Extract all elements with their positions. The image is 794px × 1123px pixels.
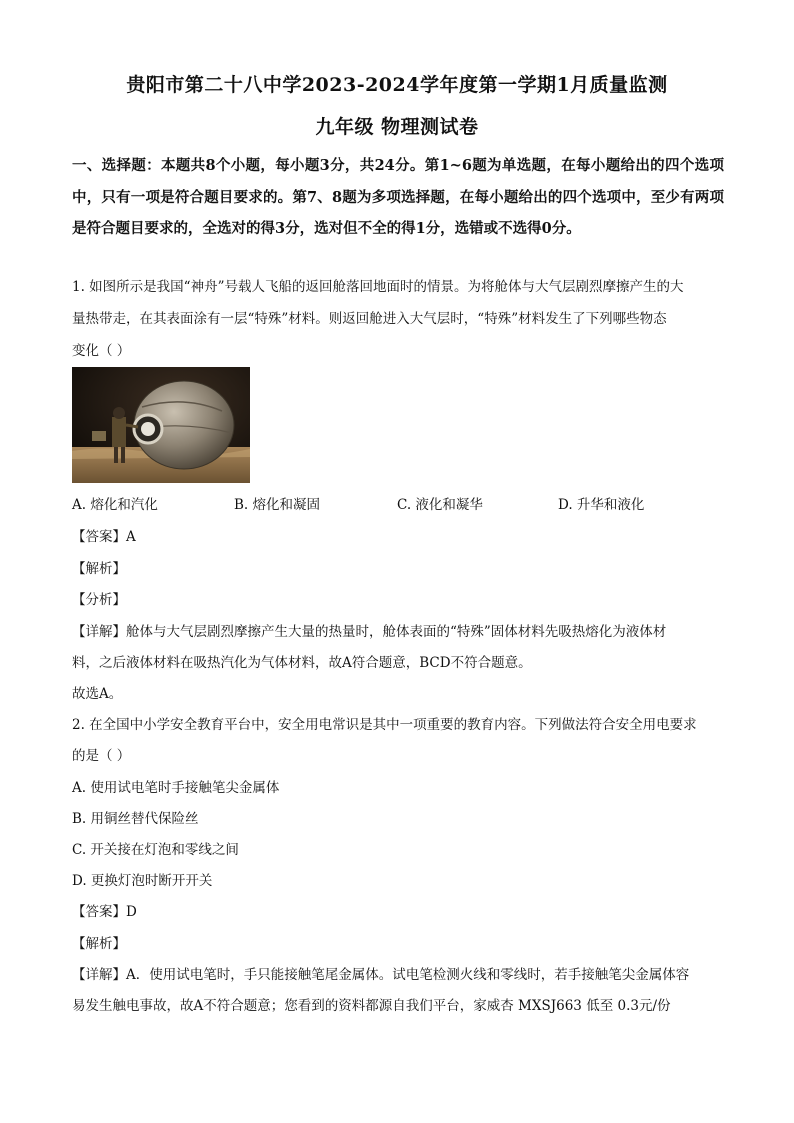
q1-fenxi-label: 【分析】 [72,592,126,608]
q2-option-a[interactable]: A. 使用试电笔时手接触笔尖金属体 [72,780,280,796]
exam-subtitle: 九年级 物理测试卷 [315,116,479,138]
q2-option-d[interactable]: D. 更换灯泡时断开开关 [72,873,213,889]
q1-option-b[interactable]: B. 熔化和凝固 [234,497,321,513]
capsule-photo [72,367,250,483]
q2-detail-line-2: 易发生触电事故，故A不符合题意；您看到的资料都源自我们平台，家威杏 MXSJ663 低至 0.3元/份 [72,998,671,1014]
q1-option-a[interactable]: A. 熔化和汽化 [72,497,158,513]
q1-detail-line-1: 【详解】舱体与大气层剧烈摩擦产生大量的热量时，舱体表面的“特殊”固体材料先吸热熔化为液体材 [72,624,667,640]
exam-title: 贵阳市第二十八中学2023-2024学年度第一学期1月质量监测 [126,74,668,96]
section-instructions: 一、选择题：本题共8个小题，每小题3分，共24分。第1~6题为单选题，在每小题给出的四个选项中，只有一项是符合题目要求的。第7、8题为多项选择题，在每小题给出的四个选项中，至少有两项是符合题目要求的，全选对的得3分，选对但不全的得1分，选错或不选得0分。 [72,157,724,237]
q1-answer: 【答案】A [72,529,136,545]
q2-detail-line-1: 【详解】A．使用试电笔时，手只能接触笔尾金属体。试电笔检测火线和零线时，若手接触笔尖金属体容 [72,967,690,983]
q2-option-b[interactable]: B. 用铜丝替代保险丝 [72,811,199,827]
q2-stem-line-2: 的是（ ） [72,748,131,764]
q2-option-c[interactable]: C. 开关接在灯泡和零线之间 [72,842,239,858]
q2-answer: 【答案】D [72,904,137,920]
q1-stem-line-2: 量热带走，在其表面涂有一层“特殊”材料。则返回舱进入大气层时，“特殊”材料发生了下列哪些物态 [72,311,667,327]
q1-stem-line-1: 1. 如图所示是我国“神舟”号载人飞船的返回舱落回地面时的情景。为将舱体与大气层剧烈摩擦产生的大 [72,279,684,295]
q1-detail-line-2: 料，之后液体材料在吸热汽化为气体材料，故A符合题意，BCD不符合题意。 [72,655,532,671]
q2-stem-line-1: 2. 在全国中小学安全教育平台中，安全用电常识是其中一项重要的教育内容。下列做法符合安全用电要求 [72,717,697,733]
q1-conclusion: 故选A。 [72,686,123,702]
q2-analysis-label: 【解析】 [72,936,126,952]
q1-stem-line-3: 变化（ ） [72,343,131,359]
capsule-illustration [72,367,250,483]
q1-option-c[interactable]: C. 液化和凝华 [397,497,483,513]
q1-analysis-label: 【解析】 [72,561,126,577]
q1-option-d[interactable]: D. 升华和液化 [558,497,645,513]
